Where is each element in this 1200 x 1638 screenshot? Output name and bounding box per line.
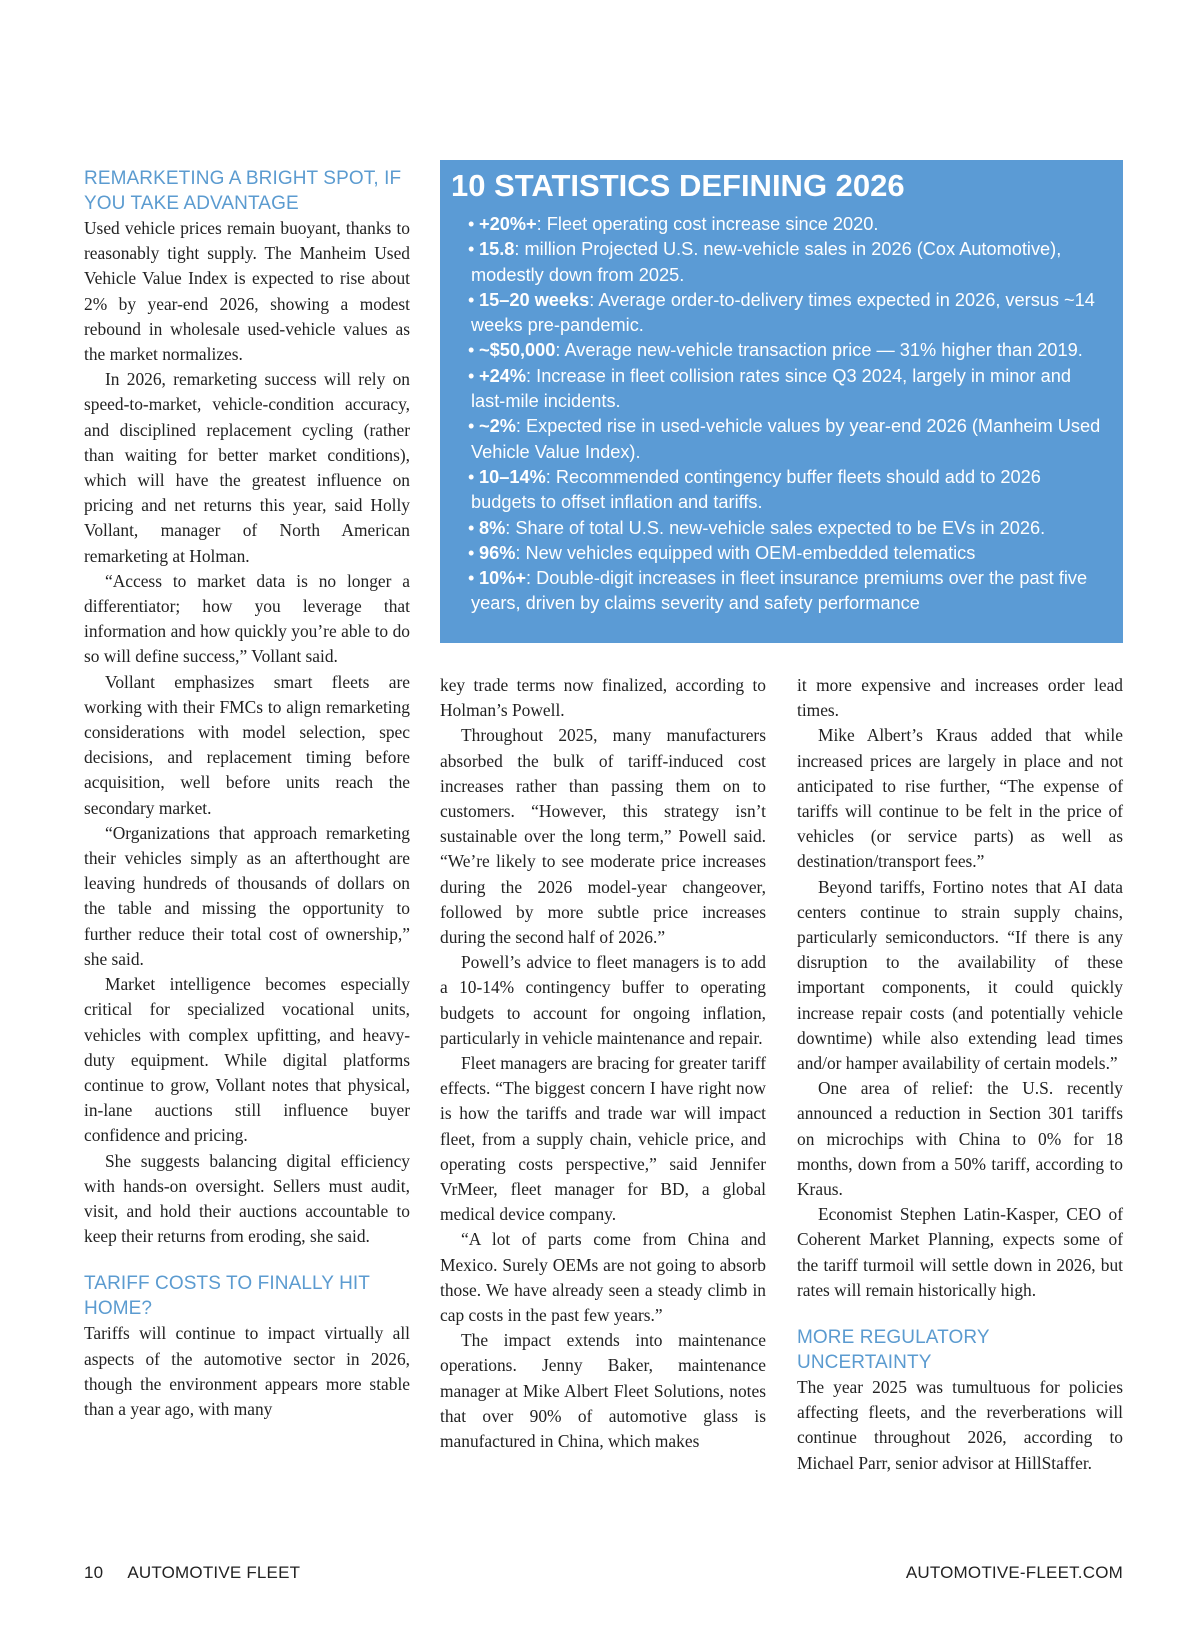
paragraph: Powell’s advice to fleet managers is to add a 10-14% contingency buffer to operating budgets to account for ongoing inflation, particularly in vehicle maintenance and repair. bbox=[440, 952, 766, 1048]
paragraph: The impact extends into maintenance operations. Jenny Baker, maintenance manager at Mike Albert Fleet Solutions, notes that over 90% of automotive glass is manufactured in China, which makes bbox=[440, 1330, 766, 1452]
paragraph: One area of relief: the U.S. recently announced a reduction in Section 301 tariffs on microchips with China to 0% for 18 months, down from a 50% tariff, according to Kraus. bbox=[797, 1078, 1123, 1200]
stat-value: ~$50,000 bbox=[479, 340, 556, 361]
page-number: 10 bbox=[84, 1563, 104, 1582]
paragraph: Throughout 2025, many manufacturers absorbed the bulk of tariff-induced cost increases rather than passing them on to customers. “However, this strategy isn’t sustainable over the long term,” Powell said. “We’re likely to see moderate price increases during the 2026 model-year changeover, followed by more subtle price increases during the second half of 2026.” bbox=[440, 725, 766, 948]
list-item bbox=[468, 288, 1109, 339]
paragraph: She suggests balancing digital efficiency with hands-on oversight. Sellers must audit, visit, and hold their auctions accountable to keep their returns from eroding, she said. bbox=[84, 1150, 410, 1247]
list-item bbox=[468, 338, 1109, 363]
stat-value: +20%+ bbox=[479, 214, 537, 234]
paragraph: Economist Stephen Latin-Kasper, CEO of Coherent Market Planning, expects some of the tariff turmoil will settle down in 2026, but rates will remain historically high. bbox=[797, 1204, 1123, 1300]
stat-value: +24% bbox=[479, 365, 527, 386]
list-item bbox=[468, 541, 1109, 566]
footer-website: AUTOMOTIVE-FLEET.COM bbox=[905, 1563, 1123, 1582]
bullet-icon: • bbox=[468, 466, 475, 487]
stat-text: : Recommended contingency buffer fleets should add to 2026 budgets to offset inflation and tariffs. bbox=[471, 466, 1041, 513]
bullet-icon: • bbox=[468, 517, 475, 538]
section-heading-tariff: TARIFF COSTS TO FINALLY HIT HOME? bbox=[84, 1273, 370, 1320]
stat-text: : Expected rise in used-vehicle values by year-end 2026 (Manheim Used Vehicle Value Index). bbox=[471, 416, 1101, 462]
bullet-icon: • bbox=[468, 416, 475, 437]
stat-text: : Fleet operating cost increase since 2020. bbox=[536, 214, 879, 234]
paragraph: Market intelligence becomes especially critical for specialized vocational units, vehicles with complex upfitting, and heavy-duty equipment. While digital platforms continue to grow, Vollant notes that physical, in-lane auctions still influence buyer confidence and pricing. bbox=[84, 974, 410, 1146]
bullet-icon: • bbox=[468, 289, 475, 310]
bullet-icon: • bbox=[468, 239, 475, 260]
paragraph: Beyond tariffs, Fortino notes that AI data centers continue to strain supply chains, particularly semiconductors. “If there is any disruption to the availability of these important components, it could quickly increase repair costs (and potentially vehicle downtime) while also extending lead times and/or hamper availability of certain models.” bbox=[797, 876, 1123, 1074]
paragraph: Fleet managers are bracing for greater tariff effects. “The biggest concern I have right now is how the tariffs and trade war will impact fleet, from a supply chain, vehicle price, and operating costs perspective,” said Jennifer VrMeer, fleet manager for BD, a global medical device company. bbox=[440, 1053, 766, 1225]
stat-value: 10–14% bbox=[479, 466, 546, 487]
paragraph: Mike Albert’s Kraus added that while increased prices are largely in place and not anticipated to rise further, “The expense of tariffs will continue to be felt in the price of vehicles (or service parts) as well as destination/transport fees.” bbox=[797, 725, 1123, 872]
paragraph: key trade terms now finalized, according to Holman’s Powell. bbox=[440, 675, 766, 721]
statistics-sidebar bbox=[440, 160, 1123, 643]
paragraph: “A lot of parts come from China and Mexico. Surely OEMs are not going to absorb those. We have already seen a steady climb in cap costs in the past few years.” bbox=[440, 1229, 766, 1326]
stat-value: 10%+ bbox=[479, 568, 527, 589]
bullet-icon: • bbox=[468, 542, 475, 563]
bullet-icon: • bbox=[468, 340, 475, 361]
sidebar-title: 10 STATISTICS DEFINING 2026 bbox=[451, 168, 905, 203]
bullet-icon: • bbox=[468, 365, 475, 386]
publication-name: AUTOMOTIVE FLEET bbox=[127, 1563, 301, 1582]
paragraph: The year 2025 was tumultuous for policies affecting fleets, and the reverberations will continue throughout 2026, according to Michael Parr, senior advisor at HillStaffer. bbox=[797, 1377, 1123, 1473]
list-item bbox=[468, 364, 1109, 415]
stat-value: 15.8 bbox=[479, 239, 515, 260]
stat-text: : Average order-to-delivery times expected in 2026, versus ~14 weeks pre-pandemic. bbox=[471, 289, 1095, 336]
stat-text: : Increase in fleet collision rates since Q3 2024, largely in minor and last-mile incidents. bbox=[471, 365, 1071, 412]
list-item bbox=[468, 516, 1109, 541]
paragraph: Tariffs will continue to impact virtually all aspects of the automotive sector in 2026, though the environment appears more stable than a year ago, with many bbox=[84, 1323, 410, 1419]
list-item bbox=[468, 212, 1109, 237]
list-item bbox=[468, 465, 1109, 516]
stat-text: : Average new-vehicle transaction price — 31% higher than 2019. bbox=[555, 340, 1083, 361]
list-item bbox=[468, 237, 1109, 288]
section-heading-regulatory: MORE REGULATORY UNCERTAINTY bbox=[797, 1327, 990, 1374]
paragraph: Used vehicle prices remain buoyant, thanks to reasonably tight supply. The Manheim Used Vehicle Value Index is expected to rise about 2% by year-end 2026, showing a modest rebound in wholesale used-vehicle values as the market normalizes. bbox=[84, 218, 410, 365]
paragraph: it more expensive and increases order lead times. bbox=[797, 675, 1123, 721]
stat-text: : Double-digit increases in fleet insurance premiums over the past five years, driven by claims severity and safety performance bbox=[471, 568, 1088, 614]
stat-text: : million Projected U.S. new-vehicle sales in 2026 (Cox Automotive), modestly down from 2025. bbox=[471, 239, 1062, 285]
statistics-list bbox=[451, 212, 1109, 617]
section-heading-remarketing: REMARKETING A BRIGHT SPOT, IF YOU TAKE ADVANTAGE bbox=[84, 168, 402, 214]
bullet-icon: • bbox=[468, 214, 475, 234]
stat-text: : New vehicles equipped with OEM-embedded telematics bbox=[515, 542, 976, 563]
list-item bbox=[468, 414, 1109, 465]
article-column-1 bbox=[84, 166, 410, 1422]
stat-value: 8% bbox=[479, 517, 506, 538]
paragraph: “Access to market data is no longer a differentiator; how you leverage that information and how quickly you’re able to do so will define success,” Vollant said. bbox=[84, 570, 410, 667]
paragraph: In 2026, remarketing success will rely on speed-to-market, vehicle-condition accuracy, and disciplined replacement cycling (rather than waiting for better market conditions), which will have the greatest influence on pricing and net returns this year, said Holly Vollant, manager of North American remarketing at Holman. bbox=[84, 369, 410, 566]
stat-value: 96% bbox=[479, 542, 516, 563]
article-column-2 bbox=[440, 673, 766, 1454]
paragraph: “Organizations that approach remarketing their vehicles simply as an afterthought are leaving hundreds of thousands of dollars on the table and missing the opportunity to further reduce their total cost of ownership,” she said. bbox=[84, 822, 410, 969]
article-column-3 bbox=[797, 673, 1123, 1476]
footer-left bbox=[84, 1563, 300, 1583]
stat-value: ~2% bbox=[479, 416, 516, 437]
bullet-icon: • bbox=[468, 568, 475, 589]
list-item bbox=[468, 566, 1109, 617]
stat-text: : Share of total U.S. new-vehicle sales expected to be EVs in 2026. bbox=[505, 517, 1046, 538]
stat-value: 15–20 weeks bbox=[479, 289, 590, 310]
paragraph: Vollant emphasizes smart fleets are working with their FMCs to align remarketing considerations with model selection, spec decisions, and replacement timing before acquisition, well before units reach the secondary market. bbox=[84, 671, 410, 818]
